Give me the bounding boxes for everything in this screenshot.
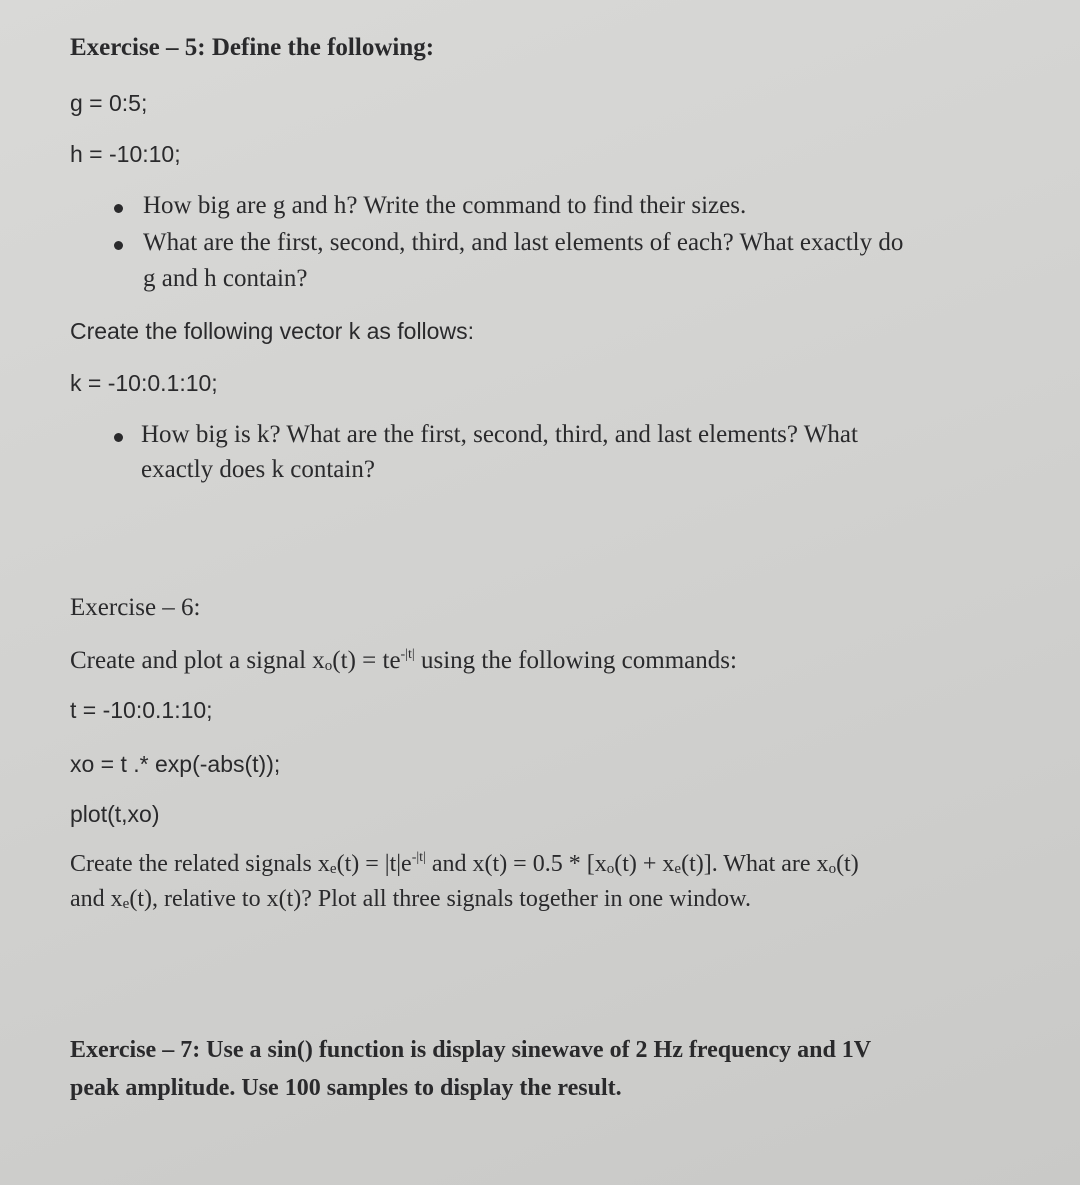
ex5-bullet-1: How big are g and h? Write the command to find their sizes.	[143, 192, 747, 219]
ex6-intro-sub: o	[324, 658, 333, 674]
related-sub-e: e	[329, 861, 337, 877]
ex5-bullet-2-line-1: What are the first, second, third, and last elements of each? What exactly do	[143, 229, 904, 256]
ex6-related-line-2	[70, 886, 751, 913]
related-text-1: Create the related signals x	[70, 851, 330, 877]
related-line2-post: (t), relative to x(t)? Plot all three signals together in one window.	[129, 886, 751, 912]
plot-command: plot(t,xo)	[70, 801, 160, 827]
bullet-dot	[114, 241, 123, 250]
exercise-7-line-2: peak amplitude. Use 100 samples to display the result.	[70, 1075, 622, 1101]
ex5-bullet-3-line-1: How big is k? What are the first, second, third, and last elements? What	[141, 421, 858, 448]
bullet-dot	[114, 204, 123, 213]
ex6-related-line-1	[70, 850, 859, 878]
related-line2-pre: and x	[70, 886, 123, 912]
h-definition: h = -10:10;	[70, 141, 181, 167]
related-sup: -|t|	[411, 850, 426, 865]
ex6-intro-pre: Create and plot a signal x	[70, 647, 325, 674]
ex5-bullet-2-line-2: g and h contain?	[143, 265, 308, 292]
exercise-5-heading: Exercise – 5: Define the following:	[70, 34, 435, 61]
bullet-dot	[114, 433, 123, 442]
related-sub-e-2: e	[674, 861, 682, 877]
create-k-text: Create the following vector k as follows:	[70, 318, 474, 344]
k-definition: k = -10:0.1:10;	[70, 370, 218, 396]
related-text-5: (t)]. What are x	[681, 851, 829, 877]
related-text-4: (t) + x	[614, 851, 675, 877]
exercise-7-line-1: Exercise – 7: Use a sin() function is display sinewave of 2 Hz frequency and 1V	[70, 1037, 872, 1063]
exercise-6-heading: Exercise – 6:	[70, 594, 201, 621]
ex5-bullet-3-line-2: exactly does k contain?	[141, 456, 375, 483]
xo-definition: xo = t .* exp(-abs(t));	[70, 751, 281, 777]
t-definition: t = -10:0.1:10;	[70, 697, 213, 723]
related-line2-sub: e	[122, 896, 130, 912]
ex6-intro	[70, 647, 737, 675]
related-sub-o-2: o	[828, 861, 837, 877]
ex6-intro-post: using the following commands:	[414, 647, 737, 674]
related-sub-o: o	[606, 861, 615, 877]
g-definition: g = 0:5;	[70, 90, 148, 116]
related-text-6: (t)	[836, 851, 859, 877]
ex6-intro-mid: (t) = te	[332, 647, 401, 674]
ex6-intro-sup: -|t|	[400, 647, 415, 662]
related-text-2: (t) = |t|e	[336, 851, 412, 877]
related-text-3: and x(t) = 0.5 * [x	[425, 851, 607, 877]
